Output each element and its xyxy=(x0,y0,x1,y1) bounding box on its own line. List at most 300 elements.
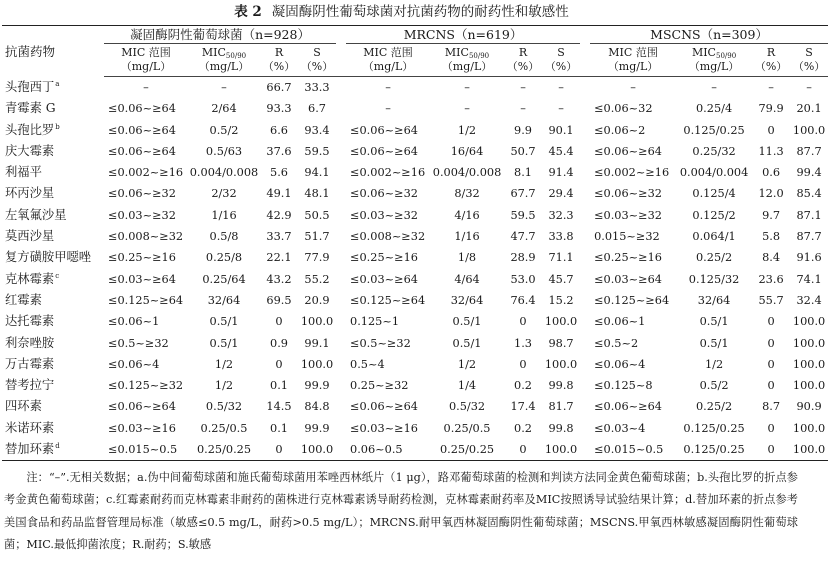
mic-range-cell: ≤0.25~≥16 xyxy=(350,251,418,265)
mic-range-cell: ≤0.06~≥64 xyxy=(350,123,418,137)
resistant-rate-cell: 12.0 xyxy=(758,187,784,201)
drug-name: 达托霉素 xyxy=(5,314,55,329)
resistant-rate-cell: 0.1 xyxy=(270,379,288,393)
drug-name: 庆大霉素 xyxy=(5,143,55,158)
resistant-rate-cell: 0 xyxy=(519,315,527,329)
resistant-rate-cell: 5.8 xyxy=(762,230,781,244)
mic-range-cell: 0.015~≥32 xyxy=(594,230,660,244)
mic50-90-cell: 0.125/0.25 xyxy=(676,439,752,461)
resistant-rate-cell: 33.7 xyxy=(266,230,292,244)
susceptible-rate-cell: 100.0 xyxy=(544,315,578,329)
mic50-90-cell: 1/8 xyxy=(457,251,477,265)
mic-range-cell: ≤0.25~≥16 xyxy=(108,251,176,265)
table-row xyxy=(2,98,828,119)
drug-name: 莫西沙星 xyxy=(5,229,55,244)
resistant-rate-cell: 0.2 xyxy=(514,421,532,435)
susceptible-rate-cell: 71.1 xyxy=(548,251,574,265)
column-gap xyxy=(336,98,346,119)
column-gap xyxy=(580,439,590,461)
mic-range-unit: （mg/L） xyxy=(362,60,414,73)
mic-range-cell: ≤0.5~2 xyxy=(594,336,639,350)
susceptible-rate-cell: 50.5 xyxy=(304,208,330,222)
susceptible-rate-cell: 100.0 xyxy=(790,439,828,461)
table-row xyxy=(2,226,828,247)
mic50-90-cell: – xyxy=(711,81,717,94)
column-gap xyxy=(336,333,346,354)
resistant-rate-cell: 0 xyxy=(519,357,527,371)
mic50-90-cell: 1/2 xyxy=(214,357,234,371)
mic-range-cell: ≤0.06~4 xyxy=(108,357,160,371)
mic-range-cell: ≤0.008~≥32 xyxy=(108,230,184,244)
table-row xyxy=(2,375,828,396)
mic-range-cell: ≤0.03~≥32 xyxy=(108,208,176,222)
column-gap xyxy=(580,26,590,44)
mic-range-cell: ≤0.06~≥32 xyxy=(350,187,418,201)
table-row xyxy=(2,439,828,461)
susceptible-rate-cell: 100.0 xyxy=(792,315,826,329)
mic50-90-cell: 0.5/2 xyxy=(699,379,729,393)
mic-label: MIC xyxy=(444,46,469,59)
drug-column-header: 抗菌药物 xyxy=(2,26,104,77)
susceptible-rate-cell: 55.2 xyxy=(304,272,330,286)
resistant-rate-cell: 0.1 xyxy=(270,421,288,435)
susceptible-rate-cell: 99.9 xyxy=(304,379,330,393)
susceptible-rate-cell: 20.1 xyxy=(796,102,822,116)
susceptible-rate-cell: 20.9 xyxy=(304,293,330,307)
footnote-marker: b xyxy=(55,122,60,131)
resistant-rate-cell: 0 xyxy=(275,357,283,371)
mic-range-cell: ≤0.03~≥16 xyxy=(350,421,418,435)
resistant-label: R xyxy=(274,46,284,59)
mic50-90-cell: 0.5/1 xyxy=(452,315,482,329)
drug-name-cell xyxy=(2,77,104,99)
resistant-rate-cell: 0 xyxy=(752,439,790,461)
resistant-rate-cell: 0 xyxy=(504,439,542,461)
column-gap xyxy=(336,77,346,99)
mic-subscript: 50/90 xyxy=(468,52,490,60)
mic-unit: （mg/L） xyxy=(198,60,250,73)
mic-range-cell: ≤0.002~≥16 xyxy=(108,166,184,180)
drug-name-cell xyxy=(2,269,104,290)
table-row xyxy=(2,120,828,141)
mic-range-label: MIC 范围 xyxy=(608,46,658,59)
column-gap xyxy=(336,396,346,417)
mic-range-cell: 0.5~4 xyxy=(350,357,385,371)
susceptible-label: S xyxy=(557,46,565,59)
susceptible-rate-cell: 94.1 xyxy=(304,166,330,180)
susceptible-label: S xyxy=(313,46,321,59)
column-gap xyxy=(336,418,346,439)
mic-range-header xyxy=(104,44,188,77)
drug-name: 红霉素 xyxy=(5,292,42,307)
column-gap xyxy=(336,375,346,396)
drug-name-cell xyxy=(2,375,104,396)
table-row xyxy=(2,205,828,226)
mic50-90-cell: 0.25/32 xyxy=(692,144,736,158)
column-gap xyxy=(580,141,590,162)
drug-name: 替考拉宁 xyxy=(5,378,55,393)
mic50-90-cell: 0.5/1 xyxy=(699,315,729,329)
mic-range-header xyxy=(346,44,430,77)
susceptible-rate-cell: 99.1 xyxy=(304,336,330,350)
column-gap xyxy=(580,205,590,226)
susceptible-rate-cell: 91.6 xyxy=(796,251,822,265)
mic50-90-cell: 0.25/0.25 xyxy=(188,439,260,461)
susceptible-rate-cell: 74.1 xyxy=(796,272,822,286)
susceptible-rate-cell: 32.4 xyxy=(796,293,822,307)
column-gap xyxy=(580,77,590,99)
resistant-rate-cell: 14.5 xyxy=(266,400,292,414)
mic50-90-cell: – xyxy=(464,81,470,94)
mic-range-cell: ≤0.03~≥16 xyxy=(108,421,176,435)
mic50-90-cell: 0.25/64 xyxy=(202,272,246,286)
column-gap xyxy=(336,141,346,162)
drug-name-cell xyxy=(2,205,104,226)
mic-range-cell: ≤0.125~≥64 xyxy=(594,293,670,307)
column-gap xyxy=(336,269,346,290)
column-gap xyxy=(336,205,346,226)
drug-name: 万古霉素 xyxy=(5,356,55,371)
mic-unit: （mg/L） xyxy=(441,60,493,73)
resistant-rate-cell: 8.1 xyxy=(514,166,532,180)
mic50-90-cell: 0.125/32 xyxy=(688,272,740,286)
mic-range-cell: ≤0.06~≥64 xyxy=(594,400,662,414)
susceptible-rate-cell: 6.7 xyxy=(308,102,326,116)
column-gap xyxy=(580,375,590,396)
table-row xyxy=(2,311,828,332)
susceptible-rate-cell: 99.8 xyxy=(548,421,574,435)
drug-name-cell xyxy=(2,396,104,417)
mic50-90-cell: 0.5/63 xyxy=(205,144,243,158)
mic-range-cell: ≤0.03~4 xyxy=(594,421,646,435)
mic-range-cell: 0.125~1 xyxy=(350,315,400,329)
table-caption xyxy=(0,0,803,24)
mic50-90-cell: 2/32 xyxy=(211,187,237,201)
resistant-rate-cell: 17.4 xyxy=(510,400,536,414)
table-row xyxy=(2,162,828,183)
mic-range-cell: – xyxy=(385,102,391,116)
mic-range-cell: ≤0.06~≥64 xyxy=(108,400,176,414)
drug-name: 环丙沙星 xyxy=(5,186,55,201)
mic-range-cell: ≤0.06~32 xyxy=(594,102,653,116)
drug-name: 利福平 xyxy=(5,165,42,180)
footnote-marker: a xyxy=(55,79,60,88)
mic50-90-cell: 1/2 xyxy=(457,357,477,371)
mic50-90-cell: 0.5/1 xyxy=(209,336,239,350)
resistant-rate-cell: 53.0 xyxy=(510,272,536,286)
drug-name-cell xyxy=(2,247,104,268)
footnote-marker: d xyxy=(55,441,60,450)
mic50-90-cell: 0.5/1 xyxy=(699,336,729,350)
percent-unit: （%） xyxy=(506,60,540,73)
mic-range-cell: – xyxy=(385,81,391,94)
drug-name: 米诺环素 xyxy=(5,420,55,435)
resistant-rate-cell: 0 xyxy=(260,439,298,461)
percent-unit: （%） xyxy=(754,60,788,73)
drug-name-cell xyxy=(2,141,104,162)
mic-range-cell: ≤0.008~≥32 xyxy=(350,230,426,244)
mic-range-unit: （mg/L） xyxy=(607,60,659,73)
mic50-90-header xyxy=(188,44,260,77)
mic50-90-cell: – xyxy=(221,81,227,94)
susceptible-rate-cell: 98.7 xyxy=(548,336,574,350)
susceptible-rate-cell: 100.0 xyxy=(300,315,334,329)
column-gap xyxy=(580,333,590,354)
susceptibility-table xyxy=(2,25,828,461)
column-gap xyxy=(580,269,590,290)
mic50-90-cell: 2/64 xyxy=(211,102,237,116)
mic-label: MIC xyxy=(691,46,716,59)
resistant-rate-cell: 69.5 xyxy=(266,293,292,307)
mic-range-cell: ≤0.06~4 xyxy=(594,357,646,371)
resistant-rate-cell: 0 xyxy=(767,315,775,329)
resistant-rate-cell: 66.7 xyxy=(266,81,292,94)
drug-name: 克林霉素 xyxy=(5,271,55,286)
resistant-label: R xyxy=(766,46,776,59)
mic50-90-cell: 16/64 xyxy=(450,144,484,158)
susceptible-rate-cell: 32.3 xyxy=(548,208,574,222)
column-gap xyxy=(580,247,590,268)
drug-name: 替加环素 xyxy=(5,442,55,457)
mic-range-cell: ≤0.06~≥32 xyxy=(594,187,662,201)
resistant-rate-cell: 76.4 xyxy=(510,293,536,307)
mic-range-cell: ≤0.06~≥64 xyxy=(350,400,418,414)
susceptible-rate-cell: 100.0 xyxy=(298,439,336,461)
mic50-90-cell: 4/64 xyxy=(454,272,480,286)
mic-range-cell: ≤0.03~≥32 xyxy=(350,208,418,222)
resistant-rate-cell: 22.1 xyxy=(266,251,292,265)
drug-name-cell xyxy=(2,418,104,439)
table-label: 表 2 xyxy=(234,4,262,20)
subheader-row xyxy=(2,44,828,77)
susceptible-rate-cell: 85.4 xyxy=(796,187,822,201)
mic50-90-cell: 0.5/32 xyxy=(205,400,243,414)
susceptible-rate-cell: 45.7 xyxy=(548,272,574,286)
resistant-rate-cell: 43.2 xyxy=(266,272,292,286)
mic50-90-cell: 0.5/1 xyxy=(209,315,239,329)
resistant-rate-cell: 23.6 xyxy=(758,272,784,286)
mic50-90-cell: 8/32 xyxy=(454,187,480,201)
table-row xyxy=(2,269,828,290)
susceptible-rate-cell: 91.4 xyxy=(548,166,574,180)
mic-unit: （mg/L） xyxy=(688,60,740,73)
susceptible-rate-cell: 48.1 xyxy=(304,187,330,201)
mic-label: MIC xyxy=(201,46,226,59)
drug-name: 利奈唑胺 xyxy=(5,335,55,350)
resistant-rate-cell: 0.6 xyxy=(762,166,781,180)
mic-range-cell: ≤0.06~≥64 xyxy=(108,144,176,158)
footnote-marker: c xyxy=(55,271,60,280)
mic-range-unit: （mg/L） xyxy=(120,60,172,73)
mic50-90-cell: 1/4 xyxy=(457,379,477,393)
table-row xyxy=(2,418,828,439)
resistant-rate-cell: 42.9 xyxy=(266,208,292,222)
resistant-rate-cell: 0 xyxy=(275,315,283,329)
susceptible-rate-cell: 100.0 xyxy=(792,421,826,435)
mic50-90-cell: 1/2 xyxy=(214,379,234,393)
mic50-90-cell: 0.5/8 xyxy=(209,230,239,244)
column-gap xyxy=(336,439,346,461)
susceptible-header xyxy=(790,44,828,77)
resistant-rate-cell: 0.9 xyxy=(270,336,288,350)
drug-name: 复方磺胺甲噁唑 xyxy=(5,250,92,265)
mic-range-cell: ≤0.06~≥64 xyxy=(350,144,418,158)
susceptible-rate-cell: – xyxy=(558,102,564,116)
resistant-rate-cell: 79.9 xyxy=(758,102,784,116)
resistant-rate-cell: 8.4 xyxy=(762,251,781,265)
column-gap xyxy=(336,44,346,77)
susceptible-rate-cell: 100.0 xyxy=(792,123,826,137)
resistant-rate-cell: 67.7 xyxy=(510,187,536,201)
mic50-90-cell: 0.25/0.5 xyxy=(443,421,491,435)
resistant-rate-cell: 93.3 xyxy=(266,102,292,116)
susceptible-rate-cell: 100.0 xyxy=(792,336,826,350)
column-gap xyxy=(336,183,346,204)
mic-range-cell: ≤0.002~≥16 xyxy=(594,166,670,180)
drug-name-cell xyxy=(2,439,104,461)
mic50-90-cell: 0.5/2 xyxy=(209,123,239,137)
mic50-90-cell: 1/16 xyxy=(454,230,480,244)
percent-unit: （%） xyxy=(300,60,334,73)
mic50-90-cell: 32/64 xyxy=(697,293,731,307)
susceptible-header xyxy=(542,44,580,77)
susceptible-rate-cell: 100.0 xyxy=(300,357,334,371)
resistant-rate-cell: – xyxy=(768,81,774,94)
column-gap xyxy=(336,226,346,247)
susceptible-rate-cell: 51.7 xyxy=(304,230,330,244)
drug-name-cell xyxy=(2,311,104,332)
column-gap xyxy=(580,354,590,375)
mic50-90-cell: 32/64 xyxy=(450,293,484,307)
susceptible-rate-cell: 33.8 xyxy=(548,230,574,244)
mic-range-cell: ≤0.03~≥64 xyxy=(594,272,662,286)
mic-range-cell: ≤0.03~≥64 xyxy=(108,272,176,286)
table-row xyxy=(2,354,828,375)
mic-range-cell: 0.06~0.5 xyxy=(346,439,430,461)
mic-range-cell: ≤0.06~2 xyxy=(594,123,646,137)
susceptible-rate-cell: 100.0 xyxy=(544,357,578,371)
percent-unit: （%） xyxy=(544,60,578,73)
column-gap xyxy=(580,120,590,141)
mic50-90-cell: 0.064/1 xyxy=(692,230,736,244)
resistant-rate-cell: 37.6 xyxy=(266,144,292,158)
resistant-rate-cell: 6.6 xyxy=(270,123,288,137)
table-row xyxy=(2,333,828,354)
mic-range-cell: ≤0.5~≥32 xyxy=(350,336,411,350)
drug-name-cell xyxy=(2,226,104,247)
mic50-90-cell: 0.5/1 xyxy=(452,336,482,350)
mic50-90-cell: 0.25/2 xyxy=(695,251,733,265)
table-row xyxy=(2,396,828,417)
table-row xyxy=(2,247,828,268)
drug-name-cell xyxy=(2,354,104,375)
mic50-90-cell: 1/2 xyxy=(457,123,477,137)
mic50-90-cell: – xyxy=(464,102,470,116)
group-header-cns: 凝固酶阴性葡萄球菌（n=928） xyxy=(104,26,336,44)
column-gap xyxy=(336,354,346,375)
drug-name-cell xyxy=(2,120,104,141)
resistant-header xyxy=(260,44,298,77)
susceptible-rate-cell: 84.8 xyxy=(304,400,330,414)
susceptible-rate-cell: 100.0 xyxy=(542,439,580,461)
mic-range-cell: ≤0.125~≥32 xyxy=(108,379,184,393)
mic50-90-header xyxy=(430,44,504,77)
mic-range-cell: ≤0.06~≥64 xyxy=(108,102,176,116)
mic-range-cell: ≤0.03~≥32 xyxy=(594,208,662,222)
susceptible-rate-cell: – xyxy=(558,81,564,94)
resistant-rate-cell: 28.9 xyxy=(510,251,536,265)
column-gap xyxy=(336,247,346,268)
drug-name-cell xyxy=(2,183,104,204)
column-gap xyxy=(580,311,590,332)
column-gap xyxy=(336,162,346,183)
resistant-rate-cell: 0 xyxy=(767,336,775,350)
drug-name-cell xyxy=(2,333,104,354)
susceptible-rate-cell: 100.0 xyxy=(792,379,826,393)
resistant-rate-cell: 0.2 xyxy=(514,379,532,393)
table-body xyxy=(2,77,828,461)
table-footnote: 注：“–”.无相关数据；a.伪中间葡萄球菌和施氏葡萄球菌用苯唑西林纸片（1 μg），路邓葡萄球菌的检测和判读方法同金黄色葡萄球菌；b.头孢比罗的折点参考金黄色葡萄球菌；c.红霉素耐药而克林霉素非耐药的菌株进行克林霉素诱导耐药检测，克林霉素耐药率及MIC按照诱导试验结果计算；d.替加环素的折点参考美国食品和药品监督管理局标准（敏感≤0.5 mg/L，耐药>0.5 mg/L）；MRCNS.耐甲氧西林凝固酶阴性葡萄球菌；MSCNS.甲氧西林敏感凝固酶阴性葡萄球菌；MIC.最低抑菌浓度；R.耐药；S.敏感 xyxy=(4,471,798,552)
susceptible-rate-cell: 87.7 xyxy=(796,230,822,244)
mic-range-cell: ≤0.015~0.5 xyxy=(104,439,188,461)
mic-range-cell: ≤0.125~8 xyxy=(594,379,653,393)
susceptible-label: S xyxy=(805,46,813,59)
mic-range-label: MIC 范围 xyxy=(363,46,413,59)
susceptible-rate-cell: 100.0 xyxy=(792,357,826,371)
resistant-header xyxy=(752,44,790,77)
group-header-mrcns: MRCNS（n=619） xyxy=(346,26,580,44)
susceptible-rate-cell: 81.7 xyxy=(548,400,574,414)
mic50-90-cell: 0.125/2 xyxy=(692,208,736,222)
resistant-rate-cell: 0 xyxy=(767,123,775,137)
susceptible-rate-cell: 15.2 xyxy=(548,293,574,307)
drug-name-cell xyxy=(2,98,104,119)
mic-range-cell: ≤0.06~≥64 xyxy=(594,144,662,158)
drug-name: 左氧氟沙星 xyxy=(5,207,67,222)
column-gap xyxy=(336,311,346,332)
susceptible-rate-cell: 29.4 xyxy=(548,187,574,201)
column-gap xyxy=(336,120,346,141)
column-gap xyxy=(580,396,590,417)
susceptible-rate-cell: 77.9 xyxy=(304,251,330,265)
resistant-rate-cell: 49.1 xyxy=(266,187,292,201)
table-row xyxy=(2,141,828,162)
table-header xyxy=(2,26,828,77)
mic50-90-cell: 0.25/4 xyxy=(695,102,733,116)
percent-unit: （%） xyxy=(792,60,826,73)
percent-unit: （%） xyxy=(262,60,296,73)
mic-range-cell: ≤0.25~≥16 xyxy=(594,251,662,265)
drug-name: 头孢比罗 xyxy=(5,122,55,137)
mic-range-cell: ≤0.06~≥64 xyxy=(108,123,176,137)
mic50-90-cell: 0.004/0.008 xyxy=(432,166,502,180)
resistant-rate-cell: 8.7 xyxy=(762,400,781,414)
table-row xyxy=(2,183,828,204)
mic50-90-cell: 0.125/0.25 xyxy=(683,421,745,435)
mic-range-cell: ≤0.125~≥64 xyxy=(350,293,426,307)
susceptible-rate-cell: – xyxy=(806,81,812,94)
drug-name-cell xyxy=(2,290,104,311)
mic-subscript: 50/90 xyxy=(715,52,737,60)
resistant-rate-cell: 59.5 xyxy=(510,208,536,222)
drug-name-cell xyxy=(2,162,104,183)
mic50-90-header xyxy=(676,44,752,77)
mic50-90-cell: 0.004/0.008 xyxy=(189,166,259,180)
mic50-90-cell: 0.125/4 xyxy=(692,187,736,201)
resistant-rate-cell: 50.7 xyxy=(510,144,536,158)
mic-range-cell: 0.25~≥32 xyxy=(350,379,409,393)
resistant-rate-cell: 0 xyxy=(767,421,775,435)
